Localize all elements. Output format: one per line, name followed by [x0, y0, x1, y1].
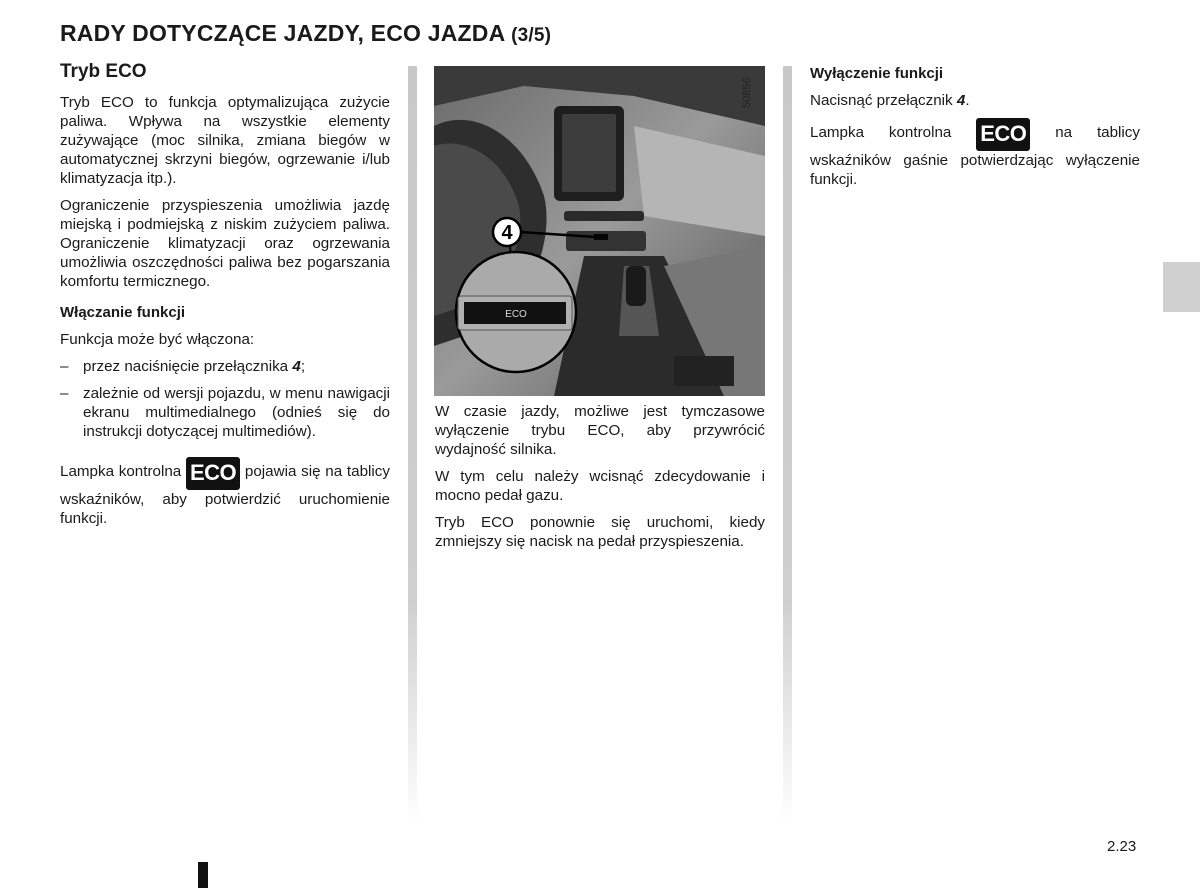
bullet-list: [60, 357, 390, 441]
eco-warning-light-icon: ECO: [186, 457, 240, 490]
left-column: [60, 62, 390, 536]
page-number: 2.23: [1107, 838, 1137, 855]
page-part: (3/5): [511, 25, 552, 46]
paragraph: W tym celu należy wcisnąć zdecydowanie i mocno pedał gazu.: [435, 468, 765, 504]
list-item: – przez naciśnięcie przełącznika 4;: [60, 358, 306, 375]
paragraph: W czasie jazdy, możliwe jest tymczasowe wyłączenie trybu ECO, aby przywrócić wydajność silnika.: [435, 403, 765, 458]
image-reference: 50856: [741, 77, 753, 108]
paragraph: Tryb ECO to funkcja optymalizująca zużycie paliwa. Wpływa na wszystkie elementy zużywające (moc silnika, zmiana biegów w automatycznej skrzyni biegów, ogrzewanie i/lub klimatyzacja itp.).: [60, 94, 390, 187]
list-item: – zależnie od wersji pojazdu, w menu nawigacji ekranu multimedialnego (odnieś się do instrukcji dotyczącej multimediów).: [60, 385, 390, 440]
paragraph: Lampka kontrolna ECO na tablicy wskaźników gaśnie potwierdzając wyłączenie funkcji.: [810, 118, 1140, 189]
paragraph: Lampka kontrolna ECO pojawia się na tablicy wskaźników, aby potwierdzić uruchomienie funkcji.: [60, 457, 390, 528]
paragraph: Ograniczenie przyspieszenia umożliwia jazdę miejską i podmiejską z niskim zużyciem paliwa. Ograniczenie klimatyzacji oraz ogrzewania umożliwia oszczędności paliwa bez pogarszania komfortu termicznego.: [60, 197, 390, 290]
subheading: Włączanie funkcji: [60, 304, 186, 321]
paragraph: Nacisnąć przełącznik 4.: [810, 92, 970, 109]
paragraph: Funkcja może być włączona:: [60, 331, 255, 348]
subheading: Wyłączenie funkcji: [810, 65, 944, 82]
eco-warning-light-icon: ECO: [976, 118, 1030, 151]
right-column: [810, 62, 1140, 197]
column-divider: [408, 66, 417, 826]
dashboard-photo: [434, 66, 765, 396]
section-heading: Tryb ECO: [60, 61, 147, 82]
eco-button-label: ECO: [505, 309, 527, 320]
column-divider: [783, 66, 792, 826]
page-title: RADY DOTYCZĄCE JAZDY, ECO JAZDA (3/5): [60, 20, 552, 46]
callout-number: 4: [501, 222, 513, 244]
middle-column: [435, 402, 765, 559]
crop-mark: [198, 862, 208, 888]
paragraph: Tryb ECO ponownie się uruchomi, kiedy zmniejszy się nacisk na pedał przyspieszenia.: [435, 514, 765, 550]
chapter-tab: [1163, 262, 1200, 312]
